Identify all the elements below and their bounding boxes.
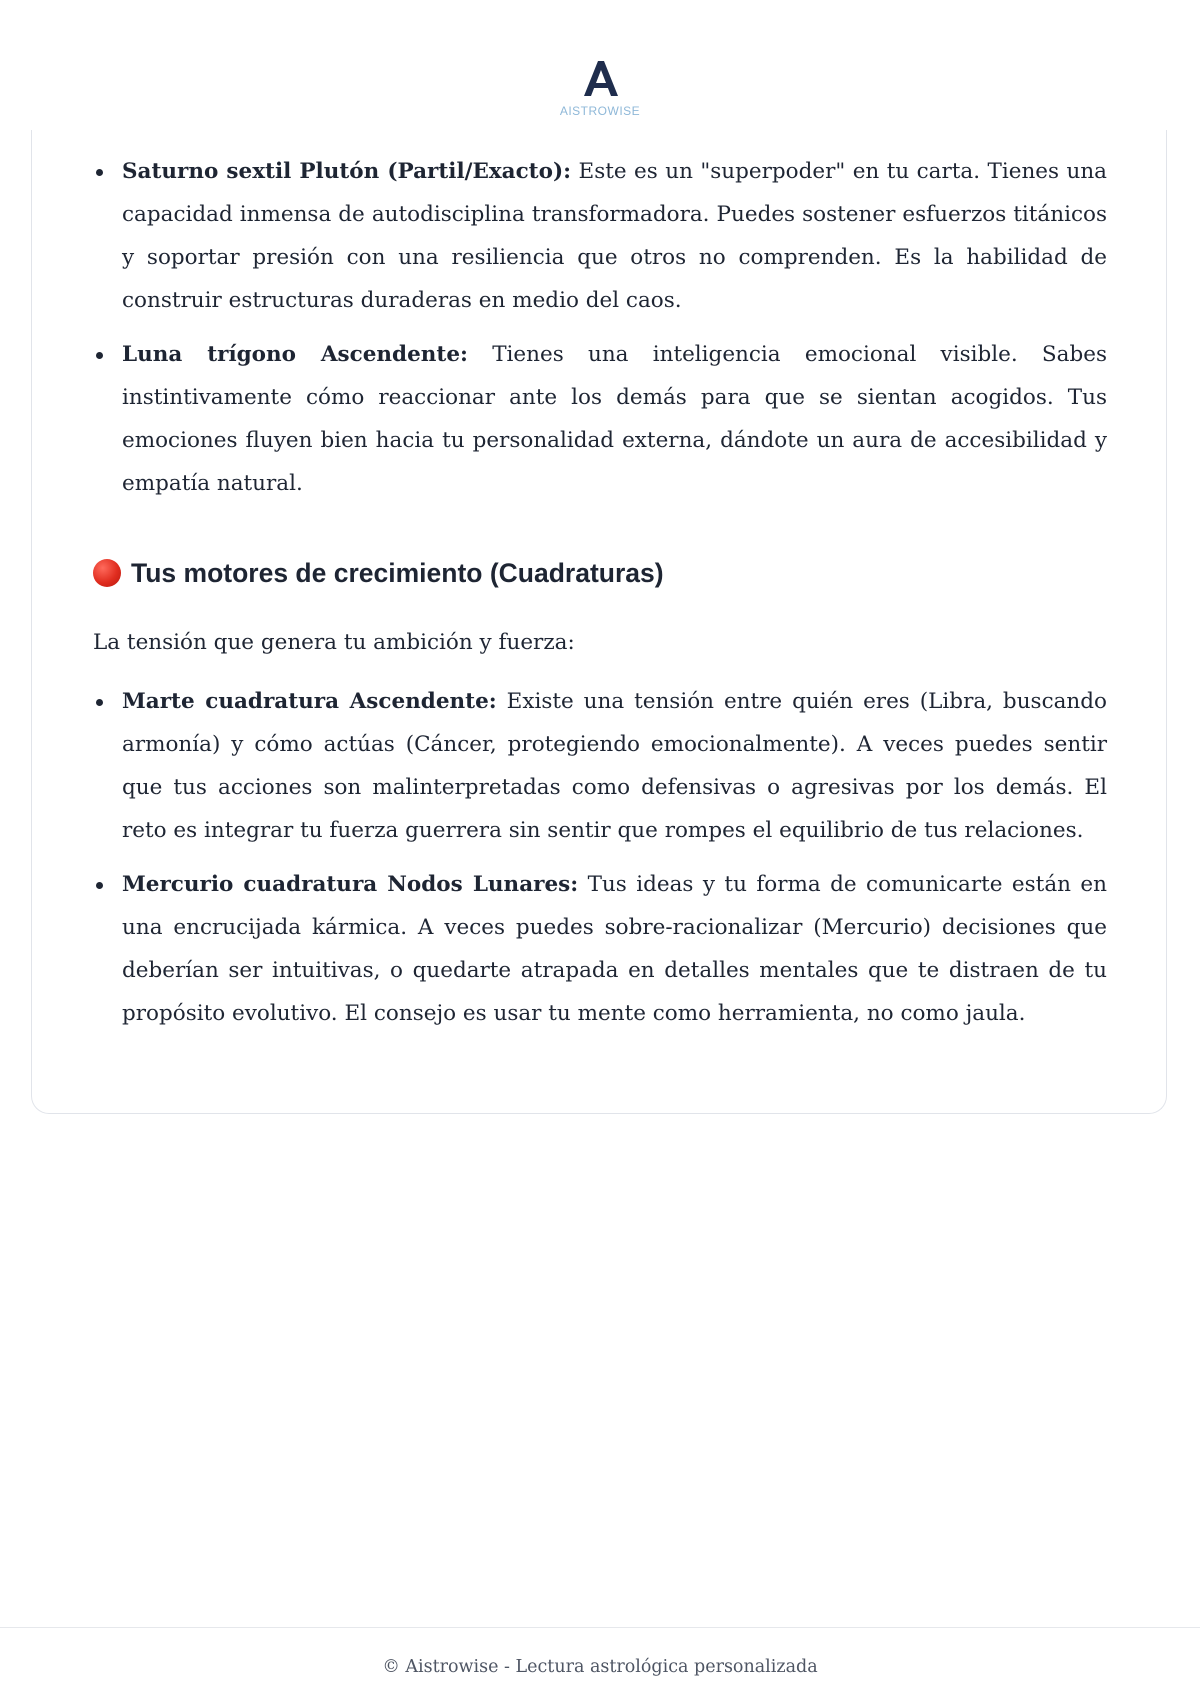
list-item: [93, 863, 1107, 1035]
aspect-description: Existe una tensión entre quién eres (Libra, buscando armonía) y cómo actúas (Cáncer, protegiendo emocionalmente). A veces puedes sentir que tus acciones son malinterpretadas como defensivas o agresivas por los demás. El reto es integrar tu fuerza guerrera sin sentir que rompes el equilibrio de tus relaciones.: [122, 689, 1107, 843]
section-intro: La tensión que genera tu ambición y fuerza:: [93, 630, 575, 655]
list-item: [93, 150, 1107, 322]
red-circle-icon: [93, 559, 121, 587]
harmonious-aspects-list: [93, 150, 1107, 505]
square-aspects-list: [93, 680, 1107, 1035]
aspect-description: Este es un "superpoder" en tu carta. Tienes una capacidad inmensa de autodisciplina transformadora. Puedes sostener esfuerzos titánicos y soportar presión con una resiliencia que otros no comprenden. Es la habilidad de construir estructuras duraderas en medio del caos.: [122, 159, 1107, 313]
report-content: [93, 150, 1107, 1046]
page-footer: [0, 1627, 1200, 1698]
list-item: [93, 333, 1107, 505]
brand-name: AISTROWISE: [559, 104, 641, 118]
aspect-term: Saturno sextil Plutón (Partil/Exacto):: [122, 159, 572, 184]
section-heading: [93, 553, 1107, 593]
aspect-description: Tus ideas y tu forma de comunicarte están en una encrucijada kármica. A veces puedes sobre-racionalizar (Mercurio) decisiones que deberían ser intuitivas, o quedarte atrapada en detalles mentales que te distraen de tu propósito evolutivo. El consejo es usar tu mente como herramienta, no como jaula.: [122, 872, 1107, 1026]
aistrowise-logo-icon: [581, 58, 621, 98]
aspect-description: Tienes una inteligencia emocional visible. Sabes instintivamente cómo reaccionar ante los demás para que se sientan acogidos. Tus emociones fluyen bien hacia tu personalidad externa, dándote un aura de accesibilidad y empatía natural.: [122, 342, 1107, 496]
aspect-term: Marte cuadratura Ascendente:: [122, 689, 497, 714]
aspect-term: Luna trígono Ascendente:: [122, 342, 468, 367]
section-title-text: Tus motores de crecimiento (Cuadraturas): [131, 557, 664, 588]
aspect-term: Mercurio cuadratura Nodos Lunares:: [122, 872, 579, 897]
page-header: [0, 0, 1200, 150]
list-item: [93, 680, 1107, 852]
footer-text: © Aistrowise - Lectura astrológica personalizada: [382, 1657, 818, 1677]
